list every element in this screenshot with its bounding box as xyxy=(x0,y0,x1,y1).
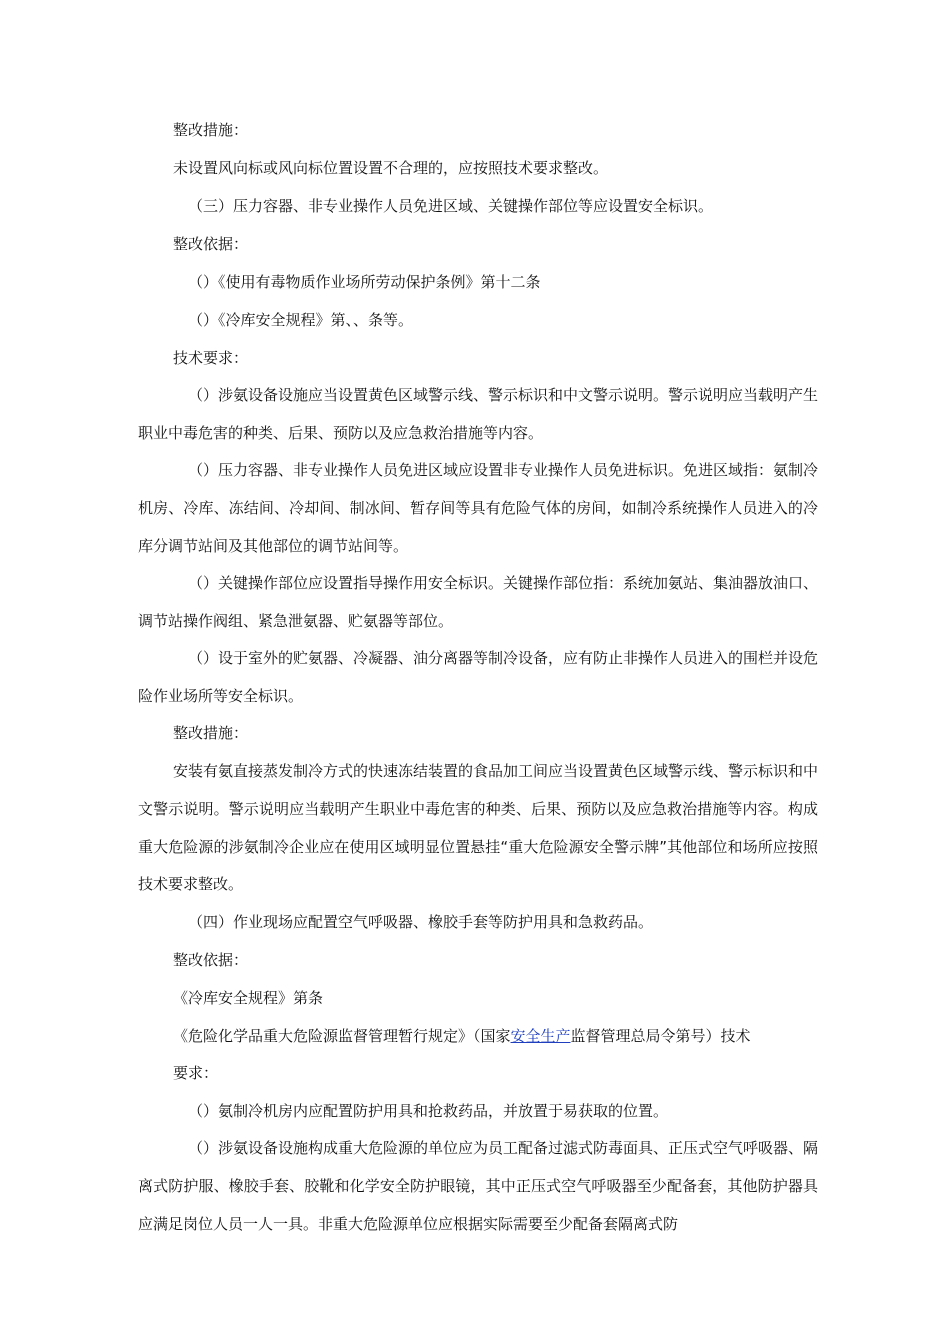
requirement-paragraph: （）设于室外的贮氨器、冷凝器、油分离器等制冷设备，应有防止非操作人员进入的围栏并设危险作业场所等安全标识。 xyxy=(138,649,819,705)
requirement-paragraph: （）涉氨设备设施应当设置黄色区域警示线、警示标识和中文警示说明。警示说明应当载明产生职业中毒危害的种类、后果、预防以及应急救治措施等内容。 xyxy=(138,386,819,442)
requirement-paragraph: （）压力容器、非专业操作人员免进区域应设置非专业操作人员免进标识。免进区域指：氨制冷机房、冷库、冻结间、冷却间、制冰间、暂存间等具有危险气体的房间，如制冷系统操作人员进入的冷库分调节站间及其他部位的调节站间等。 xyxy=(138,461,819,555)
section-heading: 整改措施： xyxy=(173,121,249,139)
section-heading: 技术要求： xyxy=(173,349,249,367)
safety-production-link[interactable]: 安全生产 xyxy=(510,1027,571,1045)
section-heading: 整改依据： xyxy=(173,951,249,969)
reference-text: 《危险化学品重大危险源监督管理暂行规定》（国家 xyxy=(173,1027,511,1045)
reference-line: 《冷库安全规程》第条 xyxy=(173,989,324,1007)
section-title: （三）压力容器、非专业操作人员免进区域、关键操作部位等应设置安全标识。 xyxy=(188,197,714,215)
reference-line: （）《使用有毒物质作业场所劳动保护条例》第十二条 xyxy=(188,273,541,291)
reference-line xyxy=(173,1018,853,1056)
section-heading: 整改依据： xyxy=(173,235,249,253)
section-title: （四）作业现场应配置空气呼吸器、橡胶手套等防护用具和急救药品。 xyxy=(188,913,654,931)
measure-paragraph: 安装有氨直接蒸发制冷方式的快速冻结装置的食品加工间应当设置黄色区域警示线、警示标识和中文警示说明。警示说明应当载明产生职业中毒危害的种类、后果、预防以及应急救治措施等内容。构成重大危险源的涉氨制冷企业应在使用区域明显位置悬挂“重大危险源安全警示牌”其他部位和场所应按照技术要求整改。 xyxy=(138,762,819,894)
requirement-paragraph: （）关键操作部位应设置指导操作用安全标识。关键操作部位指：系统加氨站、集油器放油口、调节站操作阀组、紧急泄氨器、贮氨器等部位。 xyxy=(138,574,819,630)
requirement-paragraph: （）涉氨设备设施构成重大危险源的单位应为员工配备过滤式防毒面具、正压式空气呼吸器、隔离式防护服、橡胶手套、胶靴和化学安全防护眼镜，其中正压式空气呼吸器至少配备套，其他防护器具应满足岗位人员一人一具。非重大危险源单位应根据实际需要至少配备套隔离式防 xyxy=(138,1139,819,1233)
requirement-line: （）氨制冷机房内应配置防护用具和抢救药品，并放置于易获取的位置。 xyxy=(188,1102,669,1120)
reference-line: （）《冷库安全规程》第、、条等。 xyxy=(188,311,414,329)
reference-text: 监督管理总局令第号）技术 xyxy=(570,1027,751,1045)
section-heading: 整改措施： xyxy=(173,724,249,742)
body-line: 未设置风向标或风向标位置设置不合理的，应按照技术要求整改。 xyxy=(173,159,609,177)
section-heading: 要求： xyxy=(173,1064,219,1082)
